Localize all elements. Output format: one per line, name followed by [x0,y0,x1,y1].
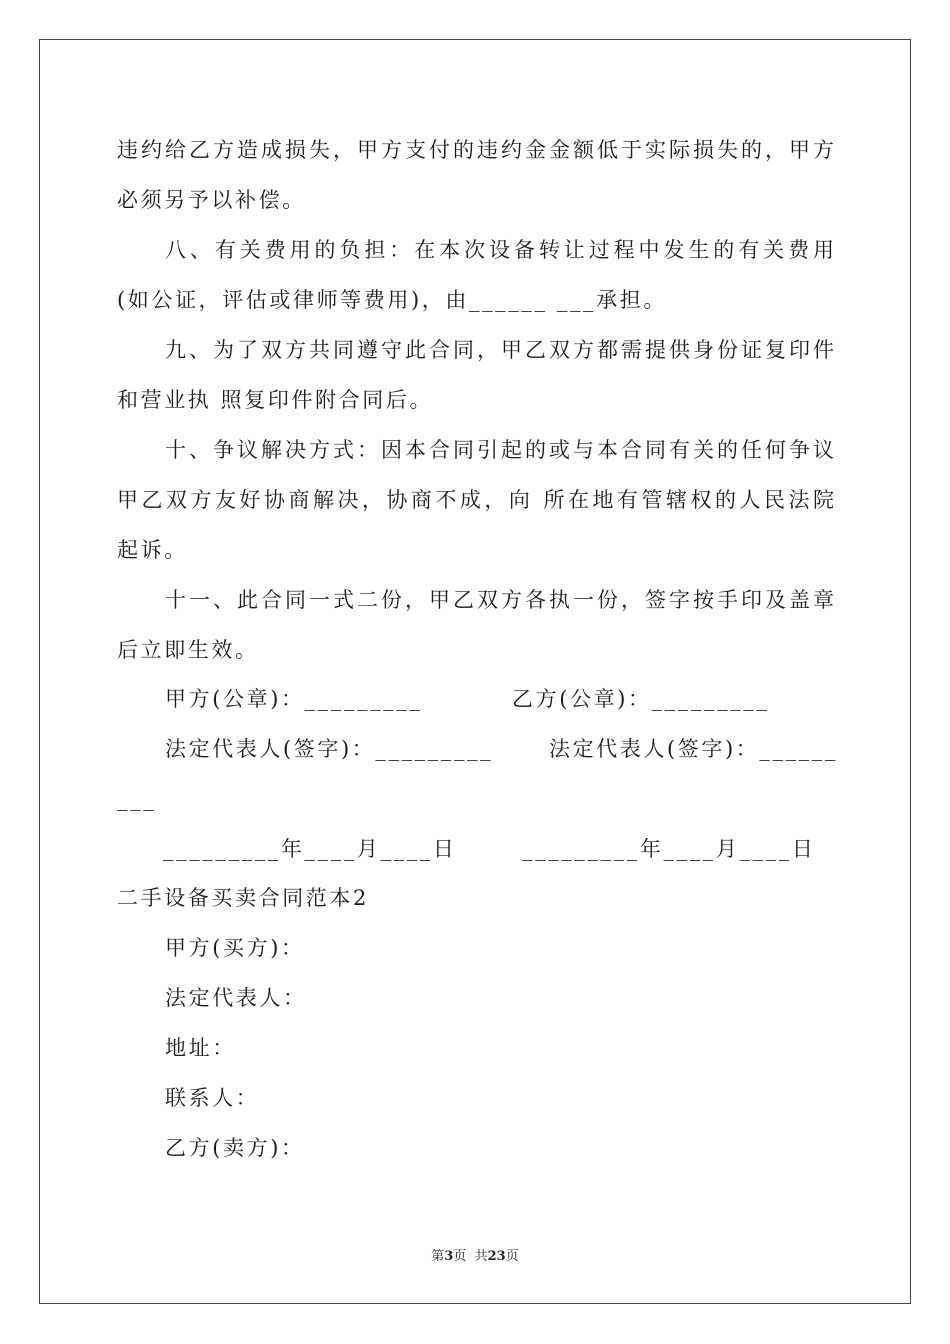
clause-10-line: 起诉。 [117,538,188,562]
party-b-seal: 乙方(公章)：_________ [512,687,770,711]
clause-9-line: 九、为了双方共同遵守此合同，甲乙双方都需提供身份证复印件 [165,338,834,362]
clause-11-line: 十一、此合同一式二份，甲乙双方各执一份，签字按手印及盖章 [165,588,834,612]
page-border [39,39,911,1304]
clause-10-line: 十、争议解决方式：因本合同引起的或与本合同有关的任何争议 [165,438,834,462]
page-footer [0,1250,950,1263]
clause-9-line: 和营业执 照复印件附合同后。 [117,388,434,412]
field-contact: 联系人： [165,1086,260,1110]
footer-mid: 页 共 [453,1249,488,1264]
clause-10-line: 甲乙双方友好协商解决，协商不成，向 所在地有管辖权的人民法院 [117,488,834,512]
footer-prefix: 第 [431,1249,445,1264]
field-address: 地址： [165,1036,236,1060]
paragraph-line: 必须另予以补偿。 [117,188,306,212]
field-seller: 乙方(卖方)： [165,1136,305,1160]
party-a-representative: 法定代表人(签字)：_________ [165,737,494,761]
current-page-number: 3 [444,1249,454,1264]
total-page-count: 23 [487,1249,506,1264]
field-buyer: 甲方(买方)： [165,936,305,960]
party-a-date: _________年____月____日 [163,837,457,861]
field-legal-rep: 法定代表人： [165,986,307,1010]
party-b-representative: 法定代表人(签字)：______ [549,737,838,761]
party-b-representative-wrap: ___ [117,787,157,811]
section-2-title: 二手设备买卖合同范本2 [117,886,369,910]
party-a-seal: 甲方(公章)：_________ [165,687,423,711]
party-b-date: _________年____月____日 [522,837,816,861]
footer-suffix: 页 [505,1249,519,1264]
clause-8-line: 八、有关费用的负担：在本次设备转让过程中发生的有关费用 [165,238,834,262]
clause-11-line: 后立即生效。 [117,638,259,662]
paragraph-line: 违约给乙方造成损失，甲方支付的违约金金额低于实际损失的，甲方 [117,138,834,162]
clause-8-line: (如公证，评估或律师等费用)，由______ ___承担。 [117,288,667,312]
